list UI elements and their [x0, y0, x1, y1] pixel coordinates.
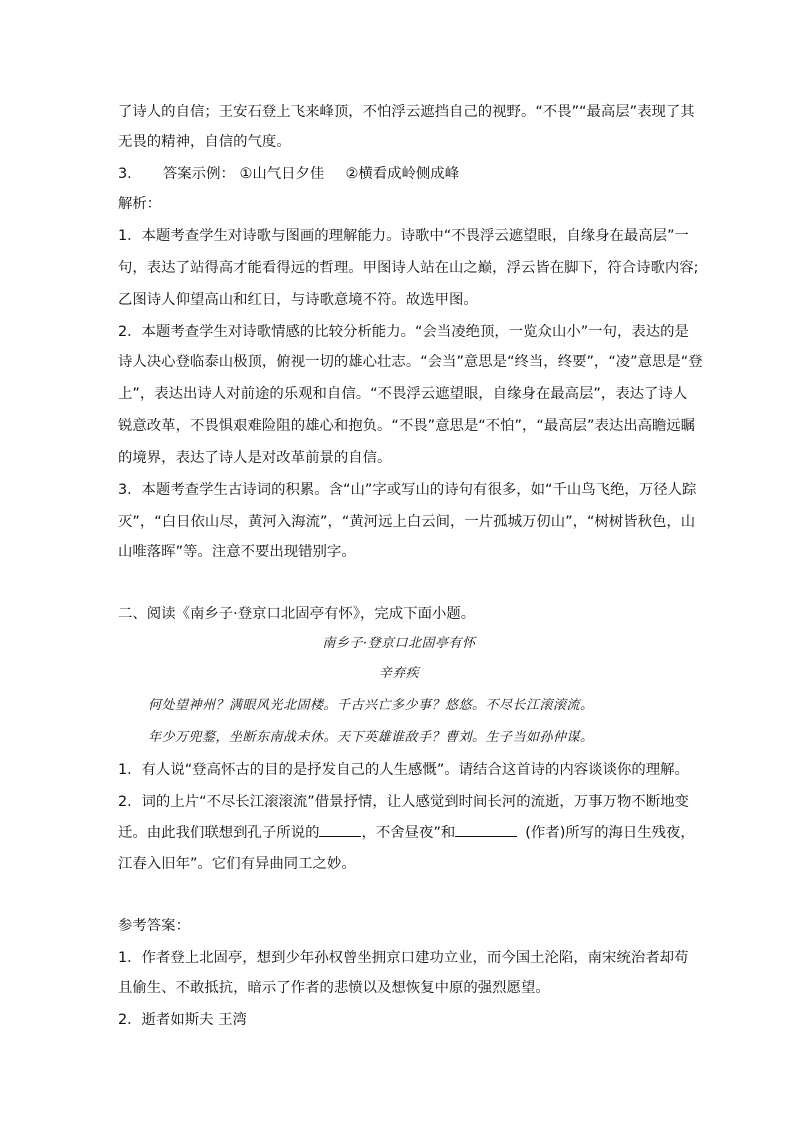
question-1: 1．有人说“登高怀古的目的是抒发自己的人生感慨”。请结合这首诗的内容谈谈你的理解。: [118, 762, 689, 778]
answer-option: ②横看成岭侧成峰: [345, 166, 460, 182]
text-line: 山唯落晖”等。注意不要出现错别字。: [118, 544, 356, 560]
fill-blank[interactable]: [319, 822, 361, 837]
poem-line: 何处望神州？满眼风光北固楼。千古兴亡多少事？悠悠。不尽长江滚滚流。: [148, 698, 594, 713]
text-line: 灭”，“白日依山尽，黄河入海流”，“黄河远上白云间，一片孤城万仞山”，“树树皆秋色，山: [118, 514, 696, 530]
question-2-line: 江春入旧年”。它们有异曲同工之妙。: [118, 856, 356, 872]
answer-label: 答案示例：: [162, 166, 235, 182]
text-line: 3．本题考查学生古诗词的积累。含“山”字或写山的诗句有很多，如“千山鸟飞绝，万径人踪: [118, 482, 697, 498]
text-line: 无畏的精神，自信的气度。: [118, 134, 291, 150]
question-2-line: [118, 822, 695, 843]
answer-option: ①山气日夕佳: [239, 166, 325, 182]
question-2-line: 2．词的上片“不尽长江滚滚流”借景抒情，让人感觉到时间长河的流逝，万事万物不断地变: [118, 794, 689, 810]
text-line: 乙图诗人仰望高山和红日，与诗歌意境不符。故选甲图。: [118, 292, 478, 308]
analysis-heading: 解析：: [118, 196, 162, 212]
question-text: 迁。由此我们联想到孔子所说的: [118, 825, 320, 841]
answer-line: 2．逝者如斯夫 王湾: [118, 1012, 247, 1028]
text-line: 的境界，表达了诗人是对改革前景的自信。: [118, 450, 392, 466]
answer-line: [118, 164, 459, 184]
text-line: 锐意改革，不畏惧艰难险阻的雄心和抱负。“不畏”意思是“不怕”，“最高层”表达出高瞻远瞩: [118, 418, 696, 434]
text-line: 上”，表达出诗人对前途的乐观和自信。“不畏浮云遮望眼，自缘身在最高层”，表达了诗人: [118, 386, 688, 402]
text-line: 1．本题考查学生对诗歌与图画的理解能力。诗歌中“不畏浮云遮望眼，自缘身在最高层”一: [118, 228, 689, 244]
answer-line: 且偷生、不敢抵抗，暗示了作者的悲愤以及想恢复中原的强烈愿望。: [118, 980, 550, 996]
fill-blank[interactable]: [455, 822, 517, 837]
poem-author: 辛弃疾: [378, 666, 420, 681]
question-text: ，不舍昼夜”和: [361, 825, 456, 841]
answer-line: 1．作者登上北固亭，想到少年孙权曾坐拥京口建功立业，而今国土沦陷，南宋统治者却苟: [118, 950, 689, 966]
poem-title: 南乡子·登京口北固亭有怀: [322, 636, 476, 651]
text-line: 句，表达了站得高才能看得远的哲理。甲图诗人站在山之巅，浮云皆在脚下，符合诗歌内容;: [118, 260, 699, 276]
poem-line: 年少万兜鍪，坐断东南战未休。天下英雄谁敌手？曹刘。生子当如孙仲谋。: [148, 730, 594, 745]
answers-heading: 参考答案：: [118, 918, 190, 934]
text-line: 诗人决心登临泰山极顶，俯视一切的雄心壮志。“会当”意思是“终当，终要”，“凌”意思是“登: [118, 354, 703, 370]
text-line: 2．本题考查学生对诗歌情感的比较分析能力。“会当凌绝顶，一览众山小”一句，表达的是: [118, 324, 689, 340]
text-line: 了诗人的自信；王安石登上飞来峰顶，不怕浮云遮挡自己的视野。“不畏”“最高层”表现了其: [118, 104, 695, 120]
question-number: 3.: [118, 166, 132, 182]
question-text: (作者)所写的海日生残夜，: [525, 825, 695, 841]
section-heading: 二、阅读《南乡子·登京口北固亭有怀》，完成下面小题。: [118, 606, 476, 622]
